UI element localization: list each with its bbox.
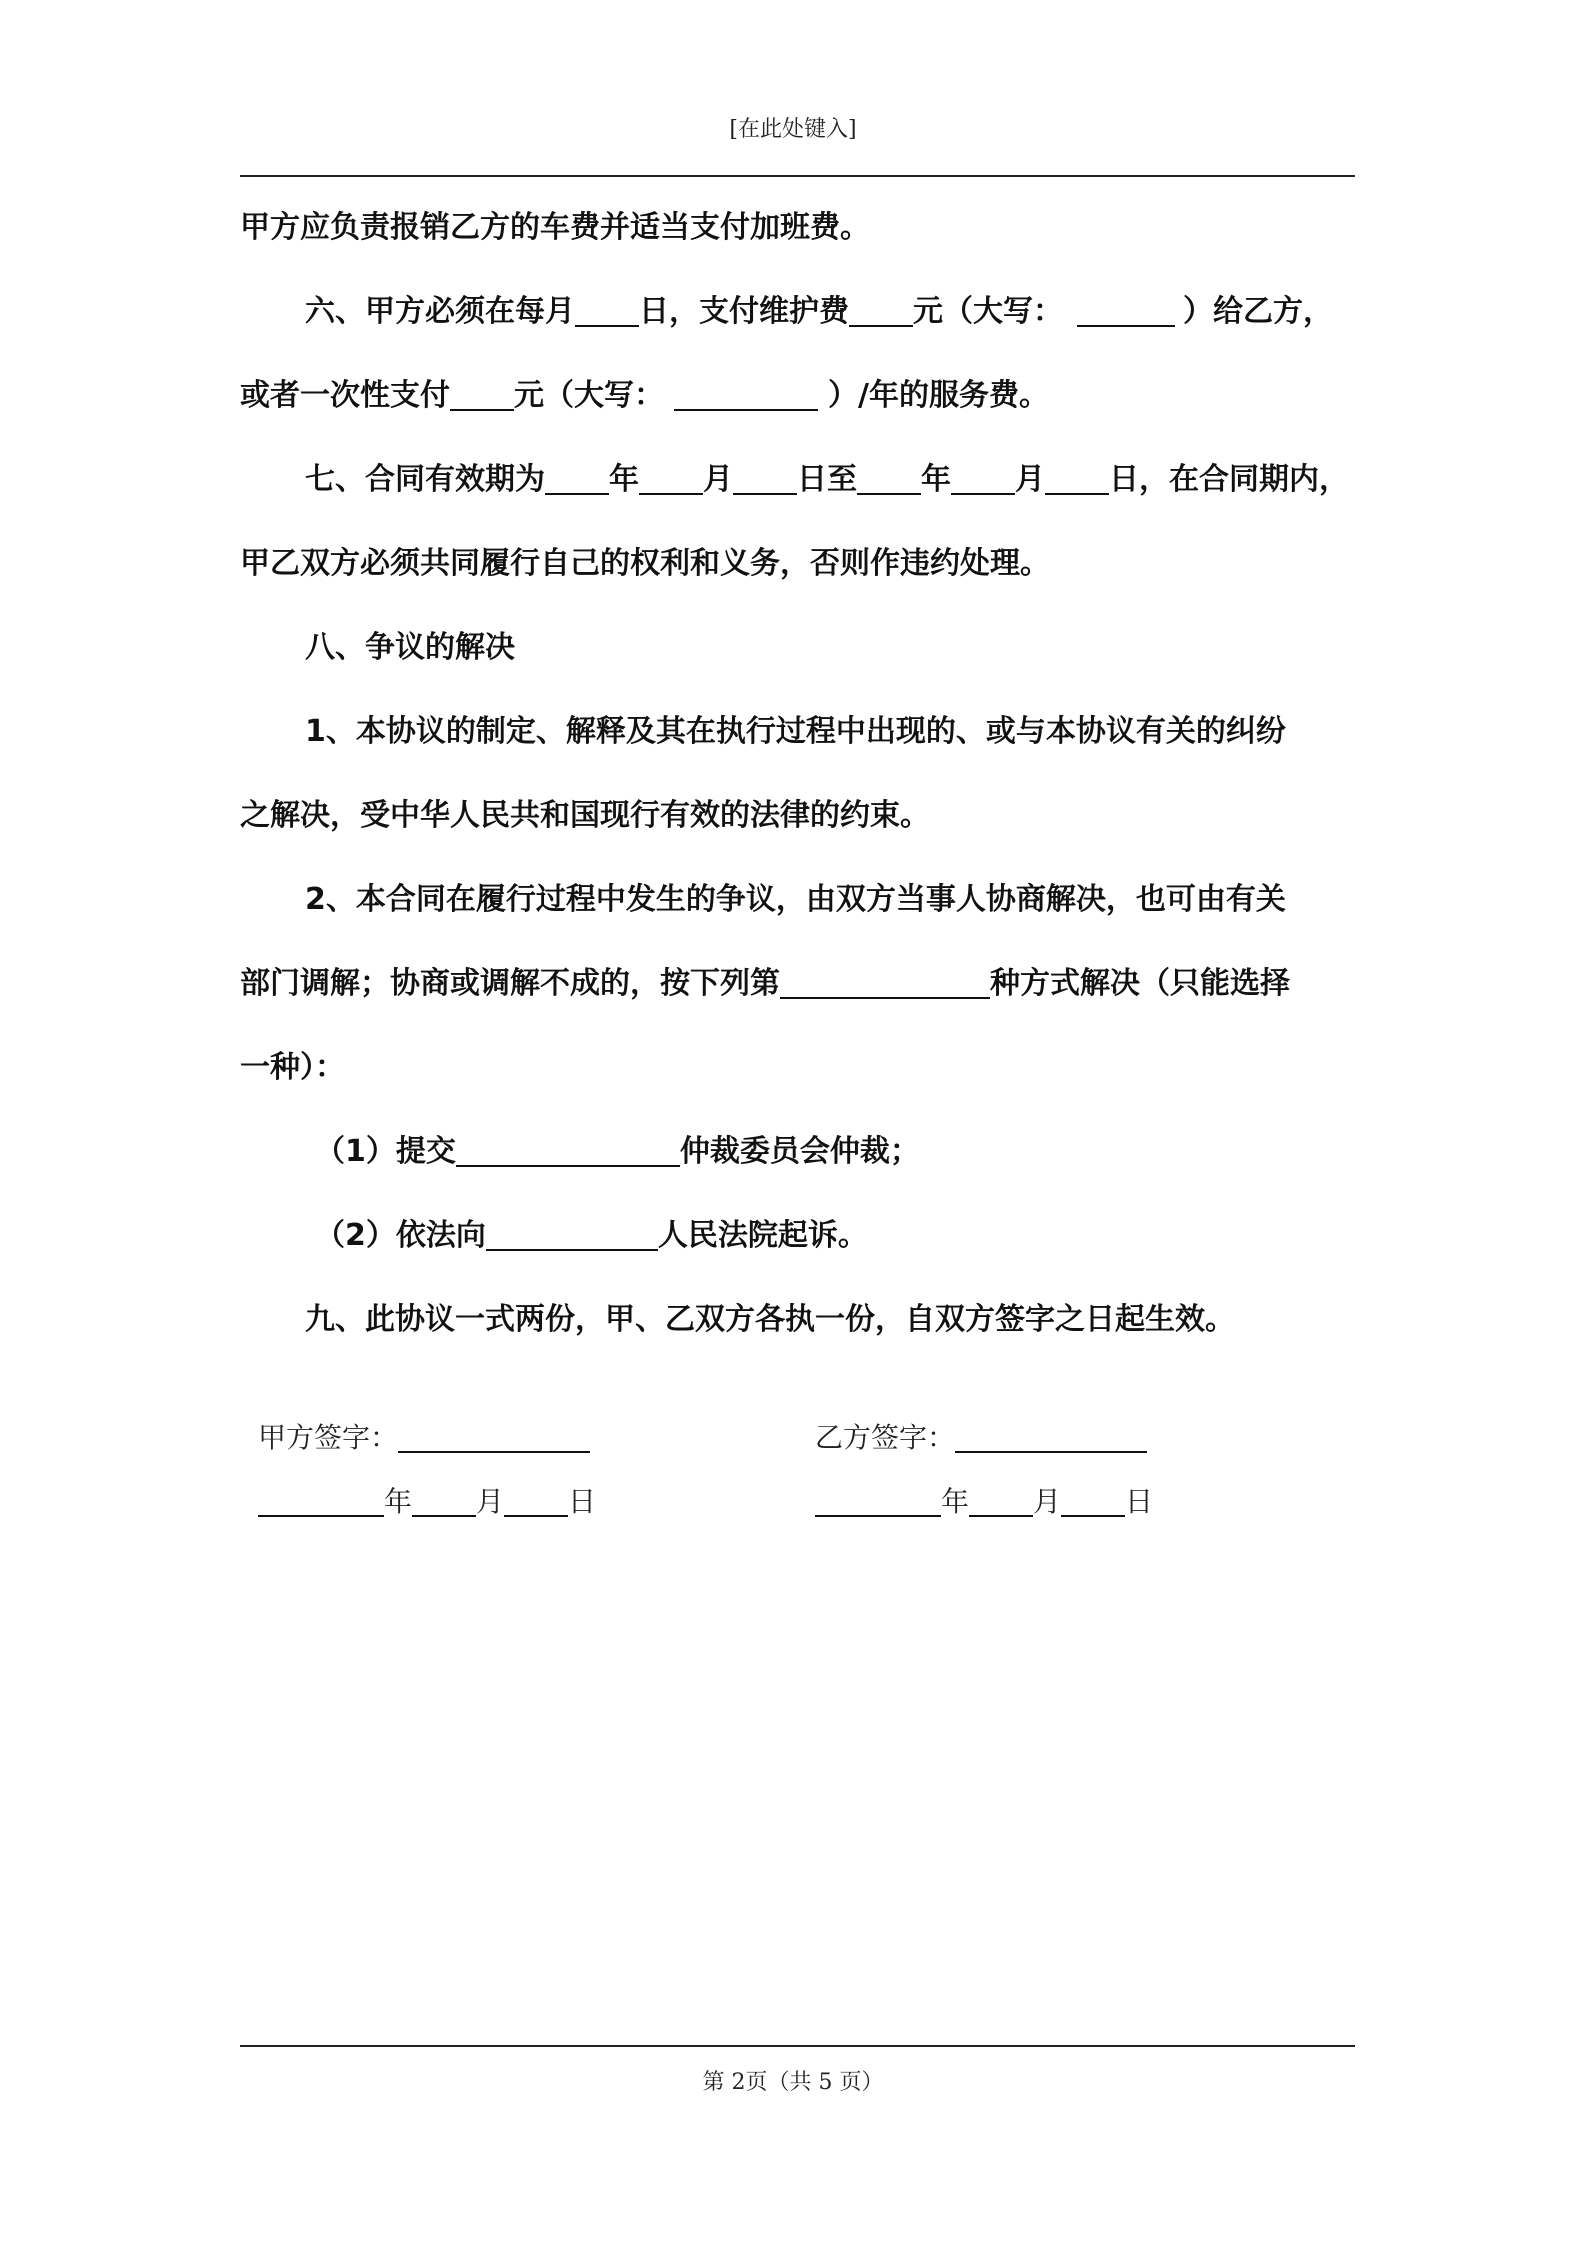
payment-day-blank[interactable] [575,295,639,327]
clause-6-text: 日，支付维护费 [639,294,849,329]
clause-6-line-1 [305,292,1333,332]
day-label: 日 [1125,1485,1154,1518]
option-1-text: 仲裁委员会仲裁； [679,1134,920,1169]
clause-7-line-1 [305,460,1349,500]
day-to-label: 日至 [797,462,857,497]
clause-6-text: ）给乙方， [1183,294,1333,329]
party-b-day-blank[interactable] [1061,1485,1125,1517]
clause-6-text: 或者一次性支付 [240,378,450,413]
month-label: 月 [476,1485,505,1518]
party-a-signature-blank[interactable] [398,1421,590,1453]
option-1 [315,1132,920,1172]
party-a-signature-row [258,1418,590,1458]
party-a-label: 甲方签字： [258,1421,399,1454]
clause-8-2-text: 种方式解决（只能选择 [990,966,1290,1001]
start-year-blank[interactable] [545,463,609,495]
fee-in-words-blank[interactable] [1077,295,1175,327]
clause-6-text: 元（大写： [913,294,1063,329]
party-b-month-blank[interactable] [969,1485,1033,1517]
clause-8-2-line-1: 2、本合同在履行过程中发生的争议，由双方当事人协商解决，也可由有关 [305,882,1286,917]
year-label: 年 [941,1485,970,1518]
clause-6-line-2 [240,376,1049,416]
paragraph-continuation: 甲方应负责报销乙方的车费并适当支付加班费。 [240,210,870,245]
end-month-blank[interactable] [951,463,1015,495]
party-b-label: 乙方签字： [815,1421,956,1454]
option-2 [315,1216,868,1256]
resolution-method-blank[interactable] [780,967,990,999]
clause-7-line-2: 甲乙双方必须共同履行自己的权利和义务，否则作违约处理。 [240,546,1050,581]
party-a-year-blank[interactable] [258,1485,384,1517]
clause-6-text: 六、甲方必须在每月 [305,294,575,329]
maintenance-fee-blank[interactable] [849,295,913,327]
clause-8-2-line-2 [240,964,1290,1004]
party-a-date-row [258,1482,596,1522]
end-day-blank[interactable] [1045,463,1109,495]
party-a-day-blank[interactable] [504,1485,568,1517]
month-label: 月 [1033,1485,1062,1518]
party-b-signature-blank[interactable] [955,1421,1147,1453]
month-label: 月 [703,462,733,497]
clause-8-1-line-1: 1、本协议的制定、解释及其在执行过程中出现的、或与本协议有关的纠纷 [305,714,1286,749]
clause-8-2-text: 部门调解；协商或调解不成的，按下列第 [240,966,780,1001]
clause-8-1-line-2: 之解决，受中华人民共和国现行有效的法律的约束。 [240,798,930,833]
start-day-blank[interactable] [733,463,797,495]
clause-6-text: 元（大写： [514,378,664,413]
clause-7-text: 日，在合同期内， [1109,462,1349,497]
option-1-text: （1）提交 [315,1134,456,1169]
year-label: 年 [384,1485,413,1518]
clause-7-text: 七、合同有效期为 [305,462,545,497]
party-a-month-blank[interactable] [412,1485,476,1517]
one-time-fee-blank[interactable] [450,379,514,411]
day-label: 日 [568,1485,597,1518]
one-time-fee-words-blank[interactable] [674,379,818,411]
page-footer: 第 2页（共 5 页） [702,2070,884,2095]
party-b-year-blank[interactable] [815,1485,941,1517]
year-label: 年 [921,462,951,497]
header-rule [240,175,1355,177]
clause-8-title: 八、争议的解决 [305,630,515,665]
option-2-text: 人民法院起诉。 [657,1218,868,1253]
month-label: 月 [1015,462,1045,497]
court-blank[interactable] [486,1219,658,1251]
year-label: 年 [609,462,639,497]
party-b-date-row [815,1482,1153,1522]
page-header: [在此处键入] [729,117,857,142]
clause-8-2-line-3: 一种）： [240,1050,345,1085]
arbitration-committee-blank[interactable] [456,1135,680,1167]
party-b-signature-row [815,1418,1147,1458]
footer-rule [240,2045,1355,2047]
end-year-blank[interactable] [857,463,921,495]
clause-9: 九、此协议一式两份，甲、乙双方各执一份，自双方签字之日起生效。 [305,1302,1235,1337]
start-month-blank[interactable] [639,463,703,495]
clause-6-text: ）/年的服务费。 [828,378,1049,413]
option-2-text: （2）依法向 [315,1218,486,1253]
